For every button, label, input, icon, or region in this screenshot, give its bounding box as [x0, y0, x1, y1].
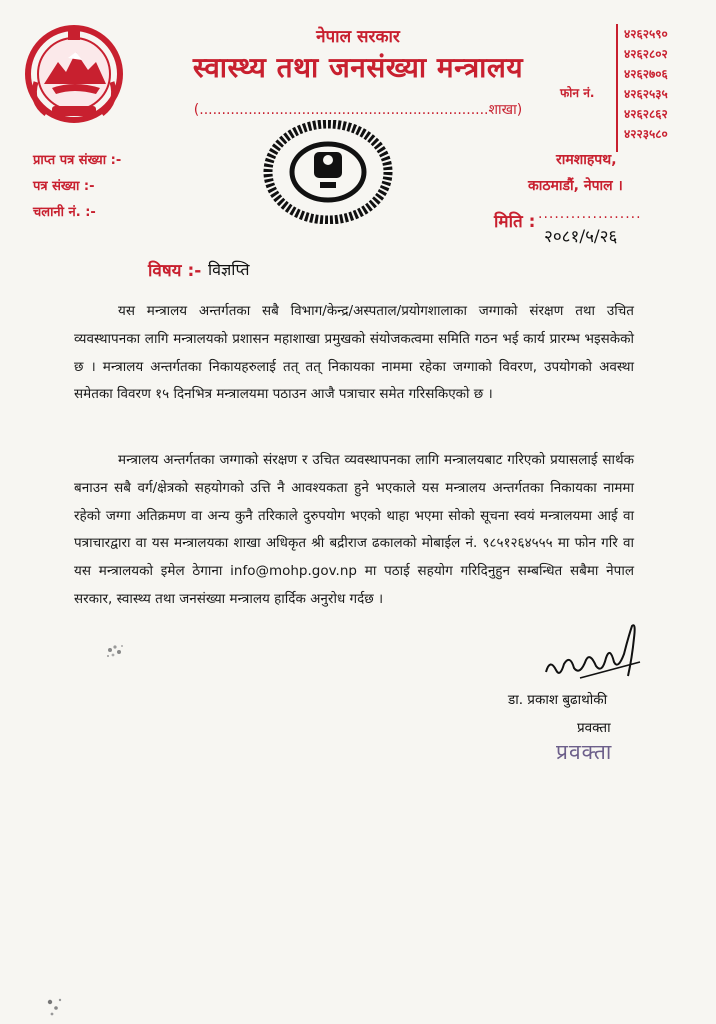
- signatory-name: डा. प्रकाश बुढाथोकी: [508, 692, 608, 708]
- dispatch-number: चलानी नं. :-: [33, 205, 96, 220]
- address-city: काठमाडौं, नेपाल ।: [528, 178, 623, 194]
- letter-number: पत्र संख्या :-: [33, 179, 95, 194]
- government-title: नेपाल सरकार: [316, 27, 400, 47]
- ink-speck: [40, 990, 70, 1020]
- subject-value: विज्ञप्ति: [208, 260, 250, 279]
- phone-label: फोन नं.: [560, 86, 595, 100]
- branch-line: (.................................................................शाखा): [193, 102, 523, 118]
- address-street: रामशाहपथ,: [556, 152, 617, 168]
- subject-label: विषय :-: [148, 261, 202, 281]
- phone-number: ४२६२५९०: [624, 27, 668, 41]
- received-letter-number: प्राप्त पत्र संख्या :-: [33, 153, 122, 168]
- date-value: २०८१/५/२६: [544, 227, 618, 247]
- date-dots: ...................: [538, 206, 642, 222]
- date-label: मिति :: [494, 212, 536, 232]
- ink-speck: [102, 640, 128, 662]
- paragraph-text: यस मन्त्रालय अन्तर्गतका सबै विभाग/केन्द्र/अस्पताल/प्रयोगशालाका जग्गाको संरक्षण तथा उचित व्यवस्थापनका लागि मन्त्रालयको प्रशासन महाशाखा प्रमुखको संयोजकत्वमा समिति गठन भई कार्य प्रारम्भ भइसकेको छ । मन्त्रालय अन्तर्गतका निकायहरुलाई तत् तत् निकायका नाममा रहेका जग्गाको विवरण, उपयोगको अवस्था समेतका विवरण १५ दिनभित्र मन्त्रालयमा पठाउन आजै पत्राचार समेत गरिसकिएको छ ।: [74, 303, 634, 403]
- phone-numbers: [616, 24, 700, 152]
- phone-number: ४२२३५८०: [624, 127, 668, 141]
- ministry-title: स्वास्थ्य तथा जनसंख्या मन्त्रालय: [192, 51, 524, 84]
- signatory-role: प्रवक्ता: [577, 720, 611, 736]
- phone-number: ४२६२७०६: [624, 67, 668, 81]
- phone-number: ४२६२५३५: [624, 87, 668, 101]
- paragraph-text: मन्त्रालय अन्तर्गतका जग्गाको संरक्षण र उचित व्यवस्थापनका लागि मन्त्रालयबाट गरिएको प्रयासलाई सार्थक बनाउन सबै वर्ग/क्षेत्रको सहयोगको उत्ति नै आवश्यकता हुने भएकाले यस मन्त्रालय अन्तर्गतका निकायका नाममा रहेको जग्गा अतिक्रमण वा अन्य कुनै तरिकाले दुरुपयोग भएको थाहा भएमा सोको सूचना स्वयं मन्त्रालयमा आई वा पत्राचारद्वारा वा यस मन्त्रालयका शाखा अधिकृत श्री बद्रीराज ढकालको मोबाईल नं. ९८५१२६४५५५ मा फोन गरि वा यस मन्त्रालयको इमेल ठेगाना info@mohp.gov.np मा पठाई सहयोग गरिदिनुहुन सम्बन्धित सबैमा नेपाल सरकार, स्वास्थ्य तथा जनसंख्या मन्त्रालय हार्दिक अनुरोध गर्दछ ।: [74, 452, 634, 607]
- body-paragraph-1: [74, 298, 634, 409]
- phone-number: ४२६२८०२: [624, 47, 668, 61]
- spokesperson-stamp: प्रवक्ता: [556, 740, 613, 764]
- body-paragraph-2: [74, 447, 634, 614]
- phone-number: ४२६२८६२: [624, 107, 668, 121]
- office-seal-stamp: [262, 120, 394, 224]
- handwritten-signature: [540, 618, 650, 688]
